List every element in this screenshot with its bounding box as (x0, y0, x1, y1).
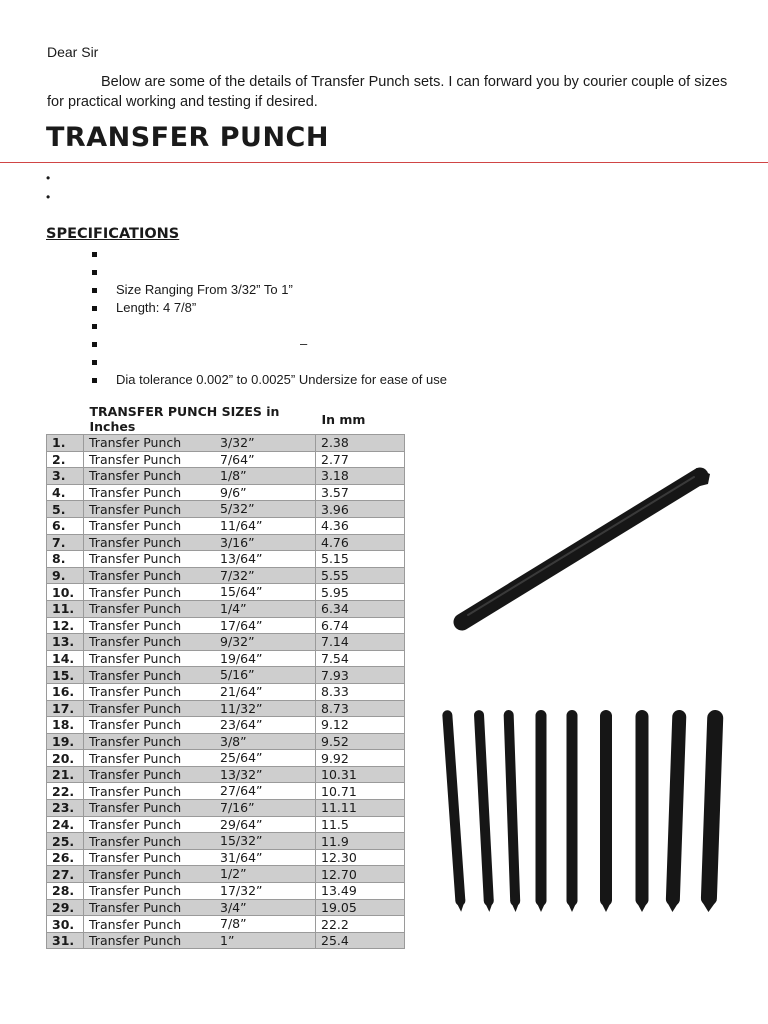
size-mm: 13.49 (316, 883, 405, 900)
size-inches: 17/64” (220, 617, 263, 633)
row-item (84, 567, 316, 584)
row-item (84, 766, 316, 783)
item-name: Transfer Punch (89, 700, 182, 716)
title-divider (0, 162, 768, 163)
punch-rod-icon (442, 710, 466, 912)
row-number: 3. (47, 468, 84, 485)
item-name: Transfer Punch (89, 783, 182, 799)
item-name: Transfer Punch (89, 667, 182, 683)
item-name: Transfer Punch (89, 568, 182, 584)
punch-rod-icon (536, 710, 547, 912)
table-row (47, 717, 405, 734)
table-row (47, 899, 405, 916)
punch-rod-icon (665, 710, 686, 912)
row-number: 30. (47, 916, 84, 933)
item-name: Transfer Punch (89, 850, 182, 866)
row-number: 17. (47, 700, 84, 717)
table-row (47, 849, 405, 866)
table-row (47, 600, 405, 617)
table-row (47, 700, 405, 717)
square-bullet-icon (92, 342, 97, 347)
row-item (84, 783, 316, 800)
table-row (47, 766, 405, 783)
row-item (84, 617, 316, 634)
table-row (47, 800, 405, 817)
table-row (47, 634, 405, 651)
row-item (84, 534, 316, 551)
greeting: Dear Sir (47, 44, 99, 60)
empty-bullet-list (46, 169, 50, 207)
item-name: Transfer Punch (89, 617, 182, 633)
row-number: 31. (47, 932, 84, 949)
spec-tolerance: Dia tolerance 0.002” to 0.0025” Undersize for ease of use (116, 372, 447, 387)
item-name: Transfer Punch (89, 800, 182, 816)
table-row (47, 816, 405, 833)
table-row (47, 534, 405, 551)
bullet-icon: • (46, 171, 51, 185)
row-number: 1. (47, 435, 84, 452)
row-number: 19. (47, 733, 84, 750)
size-mm: 9.52 (316, 733, 405, 750)
size-mm: 9.12 (316, 717, 405, 734)
size-inches: 25/64” (220, 750, 263, 766)
size-inches: 23/64” (220, 717, 263, 733)
size-mm: 8.33 (316, 683, 405, 700)
intro-text: Below are some of the details of Transfer Punch sets. I can forward you by courier couple of sizes for practical working and testing if desired. (47, 74, 728, 110)
square-bullet-icon (92, 252, 97, 257)
page-title: TRANSFER PUNCH (46, 122, 329, 153)
size-mm: 9.92 (316, 750, 405, 767)
item-name: Transfer Punch (89, 534, 182, 550)
header-sizes: TRANSFER PUNCH SIZES in Inches (89, 404, 280, 434)
size-mm: 19.05 (316, 899, 405, 916)
size-mm: 11.11 (316, 800, 405, 817)
size-mm: 8.73 (316, 700, 405, 717)
item-name: Transfer Punch (89, 485, 182, 501)
size-mm: 2.77 (316, 451, 405, 468)
row-item (84, 717, 316, 734)
table-body (47, 435, 405, 949)
size-mm: 5.95 (316, 584, 405, 601)
punch-rod-icon (636, 710, 649, 912)
table-row (47, 617, 405, 634)
row-item (84, 849, 316, 866)
row-item (84, 435, 316, 452)
square-bullet-icon (92, 324, 97, 329)
punch-rod-icon (600, 710, 612, 912)
row-item (84, 816, 316, 833)
spec-item (92, 335, 447, 353)
row-item (84, 501, 316, 518)
punch-sizes-table (46, 404, 405, 949)
row-number: 14. (47, 650, 84, 667)
row-number: 29. (47, 899, 84, 916)
square-bullet-icon (92, 306, 97, 311)
header-mm: In mm (321, 411, 366, 427)
spec-dash: – (300, 336, 308, 351)
size-inches: 15/32” (220, 833, 263, 849)
item-name: Transfer Punch (89, 750, 182, 766)
size-mm: 6.74 (316, 617, 405, 634)
square-bullet-icon (92, 378, 97, 383)
spec-size-range: Size Ranging From 3/32” To 1” (116, 282, 293, 297)
row-number: 10. (47, 584, 84, 601)
row-number: 26. (47, 849, 84, 866)
size-mm: 12.30 (316, 849, 405, 866)
item-name: Transfer Punch (89, 451, 182, 467)
table-row (47, 484, 405, 501)
row-item (84, 650, 316, 667)
spec-item (92, 353, 447, 371)
row-number: 5. (47, 501, 84, 518)
row-number: 7. (47, 534, 84, 551)
size-inches: 13/64” (220, 551, 263, 567)
header-blank (47, 404, 84, 435)
size-mm: 4.76 (316, 534, 405, 551)
size-inches: 7/64” (220, 451, 255, 467)
size-inches: 1/8” (220, 468, 247, 484)
size-inches: 3/4” (220, 899, 247, 915)
square-bullet-icon (92, 360, 97, 365)
table-row (47, 883, 405, 900)
size-inches: 3/32” (220, 435, 255, 450)
size-inches: 11/64” (220, 517, 263, 533)
intro-paragraph (47, 72, 737, 112)
row-item (84, 517, 316, 534)
row-number: 23. (47, 800, 84, 817)
table-row (47, 783, 405, 800)
table-row (47, 683, 405, 700)
specifications-list (92, 245, 447, 389)
size-mm: 22.2 (316, 916, 405, 933)
item-name: Transfer Punch (89, 601, 182, 617)
spec-item (92, 281, 447, 299)
size-inches: 3/8” (220, 733, 247, 749)
size-inches: 9/6” (220, 484, 247, 500)
row-item (84, 584, 316, 601)
row-item (84, 683, 316, 700)
row-item (84, 451, 316, 468)
row-item (84, 750, 316, 767)
row-item (84, 600, 316, 617)
size-inches: 9/32” (220, 634, 255, 650)
table-row (47, 567, 405, 584)
item-name: Transfer Punch (89, 866, 182, 882)
size-inches: 19/64” (220, 650, 263, 666)
row-number: 18. (47, 717, 84, 734)
table-row (47, 551, 405, 568)
size-inches: 21/64” (220, 683, 263, 699)
spec-item (92, 263, 447, 281)
item-name: Transfer Punch (89, 468, 182, 484)
table-row (47, 650, 405, 667)
punch-rod-icon (474, 710, 495, 912)
square-bullet-icon (92, 270, 97, 275)
size-mm: 5.15 (316, 551, 405, 568)
row-item (84, 883, 316, 900)
item-name: Transfer Punch (89, 816, 182, 832)
size-inches: 29/64” (220, 816, 263, 832)
bullet-icon: • (46, 190, 51, 204)
size-mm: 5.55 (316, 567, 405, 584)
item-name: Transfer Punch (89, 634, 182, 650)
item-name: Transfer Punch (89, 717, 182, 733)
table-row (47, 435, 405, 452)
size-mm: 25.4 (316, 932, 405, 949)
size-mm: 3.96 (316, 501, 405, 518)
item-name: Transfer Punch (89, 767, 182, 783)
table-row (47, 451, 405, 468)
row-number: 21. (47, 766, 84, 783)
size-inches: 7/32” (220, 567, 255, 583)
row-item (84, 468, 316, 485)
specifications-heading: SPECIFICATIONS (46, 226, 180, 242)
item-name: Transfer Punch (89, 733, 182, 749)
table-row (47, 501, 405, 518)
punch-rod-icon (567, 710, 578, 912)
size-inches: 1/2” (220, 866, 247, 882)
row-number: 25. (47, 833, 84, 850)
row-item (84, 700, 316, 717)
item-name: Transfer Punch (89, 684, 182, 700)
row-item (84, 800, 316, 817)
row-item (84, 484, 316, 501)
punch-set-photo (420, 700, 750, 920)
size-inches: 31/64” (220, 849, 263, 865)
size-mm: 7.93 (316, 667, 405, 684)
size-inches: 11/32” (220, 700, 263, 716)
size-inches: 17/32” (220, 883, 263, 899)
table-row (47, 667, 405, 684)
spec-item (92, 371, 447, 389)
square-bullet-icon (92, 288, 97, 293)
size-inches: 1/4” (220, 600, 247, 616)
row-number: 4. (47, 484, 84, 501)
size-mm: 12.70 (316, 866, 405, 883)
row-number: 6. (47, 517, 84, 534)
item-name: Transfer Punch (89, 833, 182, 849)
size-mm: 11.9 (316, 833, 405, 850)
row-number: 8. (47, 551, 84, 568)
item-name: Transfer Punch (89, 916, 182, 932)
item-name: Transfer Punch (89, 883, 182, 899)
punch-rod-icon (504, 710, 521, 912)
row-item (84, 833, 316, 850)
table-header-row (47, 404, 405, 435)
size-mm: 3.18 (316, 468, 405, 485)
size-inches: 27/64” (220, 783, 263, 799)
size-mm: 4.36 (316, 517, 405, 534)
row-item (84, 916, 316, 933)
row-number: 28. (47, 883, 84, 900)
table-row (47, 584, 405, 601)
size-mm: 10.71 (316, 783, 405, 800)
size-mm: 10.31 (316, 766, 405, 783)
size-inches: 3/16” (220, 534, 255, 550)
spec-item (92, 299, 447, 317)
size-mm: 7.54 (316, 650, 405, 667)
row-number: 24. (47, 816, 84, 833)
size-mm: 3.57 (316, 484, 405, 501)
row-item (84, 667, 316, 684)
size-inches: 7/8” (220, 916, 247, 932)
item-name: Transfer Punch (89, 435, 182, 451)
size-inches: 7/16” (220, 800, 255, 816)
size-mm: 7.14 (316, 634, 405, 651)
row-number: 13. (47, 634, 84, 651)
size-inches: 13/32” (220, 766, 263, 782)
row-number: 16. (47, 683, 84, 700)
row-item (84, 551, 316, 568)
item-name: Transfer Punch (89, 651, 182, 667)
item-name: Transfer Punch (89, 899, 182, 915)
row-item (84, 733, 316, 750)
spec-item (92, 245, 447, 263)
punch-rod-icon (462, 468, 710, 622)
row-number: 2. (47, 451, 84, 468)
row-item (84, 634, 316, 651)
item-name: Transfer Punch (89, 551, 182, 567)
row-item (84, 932, 316, 949)
table-row (47, 833, 405, 850)
item-name: Transfer Punch (89, 518, 182, 534)
item-name: Transfer Punch (89, 584, 182, 600)
size-inches: 5/16” (220, 667, 255, 683)
size-inches: 15/64” (220, 584, 263, 600)
size-inches: 5/32” (220, 501, 255, 517)
size-inches: 1” (220, 932, 235, 948)
row-number: 12. (47, 617, 84, 634)
row-item (84, 866, 316, 883)
item-name: Transfer Punch (89, 933, 182, 949)
row-number: 22. (47, 783, 84, 800)
size-mm: 11.5 (316, 816, 405, 833)
row-item (84, 899, 316, 916)
table-row (47, 517, 405, 534)
row-number: 9. (47, 567, 84, 584)
row-number: 27. (47, 866, 84, 883)
size-mm: 6.34 (316, 600, 405, 617)
table-row (47, 733, 405, 750)
size-mm: 2.38 (316, 435, 405, 452)
spec-length: Length: 4 7/8” (116, 300, 197, 315)
row-number: 20. (47, 750, 84, 767)
table-row (47, 916, 405, 933)
single-punch-photo (432, 410, 722, 670)
table-row (47, 750, 405, 767)
item-name: Transfer Punch (89, 501, 182, 517)
table-row (47, 468, 405, 485)
table-row (47, 932, 405, 949)
row-number: 11. (47, 600, 84, 617)
punch-rod-icon (700, 710, 723, 912)
spec-item (92, 317, 447, 335)
table-row (47, 866, 405, 883)
row-number: 15. (47, 667, 84, 684)
